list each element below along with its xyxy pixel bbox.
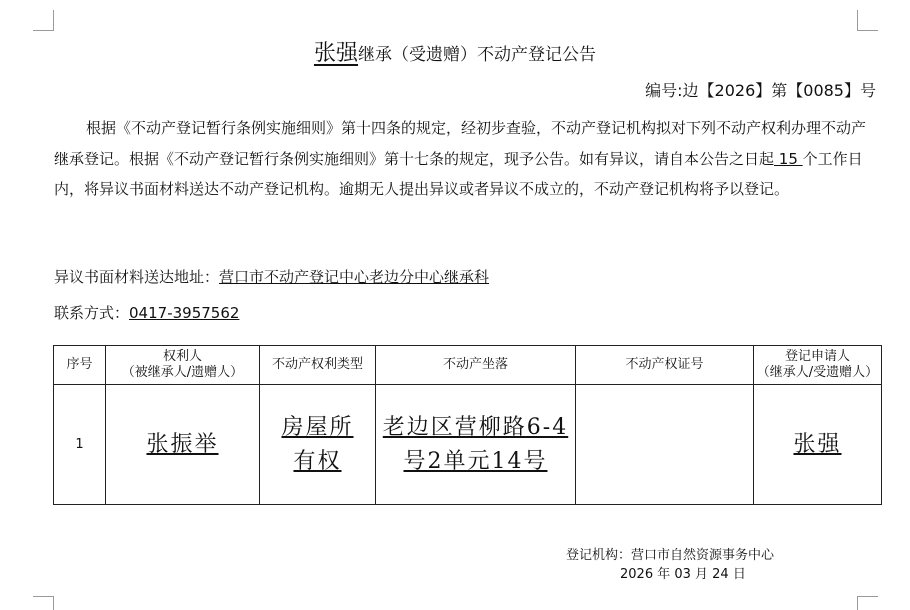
address-label: 异议书面材料送达地址： [54, 268, 220, 286]
right-type-value: 房屋所有权 [281, 414, 354, 474]
page-corner-mark-bottom-right [857, 596, 878, 610]
page-title [0, 36, 910, 67]
document-number: 编号:边【2026】第【0085】号 [645, 81, 876, 100]
announcement-paragraph [54, 113, 880, 205]
header-location: 不动产坐落 [376, 346, 576, 385]
page-corner-mark-top-left [33, 10, 54, 31]
applicant-name: 张强 [793, 431, 842, 457]
address-value: 营口市不动产登记中心老边分中心继承科 [219, 268, 490, 286]
contact-phone: 0417-3957562 [129, 304, 240, 322]
table-row [54, 385, 882, 505]
registration-table [53, 345, 882, 505]
page-corner-mark-top-right [857, 10, 878, 31]
table-header-row [54, 346, 882, 385]
header-applicant [754, 346, 882, 385]
location-value: 老边区营柳路6-4号2单元14号 [382, 414, 569, 474]
title-applicant-name: 张强 [313, 41, 358, 66]
cell-applicant [754, 385, 882, 505]
cell-seq: 1 [54, 385, 106, 505]
right-holder-name: 张振举 [146, 431, 219, 457]
header-right-holder [106, 346, 260, 385]
contact-info [54, 298, 239, 328]
header-applicant-line-1: 登记申请人 [784, 349, 850, 364]
title-text: 继承（受遗赠）不动产登记公告 [358, 45, 596, 65]
header-cert-no: 不动产权证号 [576, 346, 754, 385]
header-seq: 序号 [54, 346, 106, 385]
announcement-date: 2026 年 03 月 24 日 [620, 567, 746, 582]
page-corner-mark-bottom-left [33, 596, 54, 610]
registration-organization: 登记机构：营口市自然资源事务中心 [566, 548, 775, 563]
cell-cert-no [576, 385, 754, 505]
header-right-holder-line-1: 权利人 [162, 349, 202, 364]
paragraph-text-1: 根据《不动产登记暂行条例实施细则》第十四条的规定，经初步查验，不动产登记机构拟对下列不动产权利办理不动产继承登记。根据《不动产登记暂行条例实施细则》第十七条的规定，现予公告。如有异议，请自本公告之日起 [54, 119, 867, 168]
header-right-holder-line-2: （被继承人/遗赠人） [121, 365, 244, 380]
contact-label: 联系方式： [54, 304, 130, 322]
cell-right-type [260, 385, 376, 505]
header-applicant-line-2: （继承人/受遗赠人） [756, 365, 879, 380]
paragraph-text-2: 个工作日内，将异议书面材料送达不动产登记机构。逾期无人提出异议或者异议不成立的，不动产登记机构将予以登记。 [54, 149, 863, 198]
objection-address [54, 262, 489, 292]
cell-right-holder [106, 385, 260, 505]
cell-location [376, 385, 576, 505]
objection-days: 15 [774, 149, 803, 168]
header-right-type: 不动产权利类型 [260, 346, 376, 385]
